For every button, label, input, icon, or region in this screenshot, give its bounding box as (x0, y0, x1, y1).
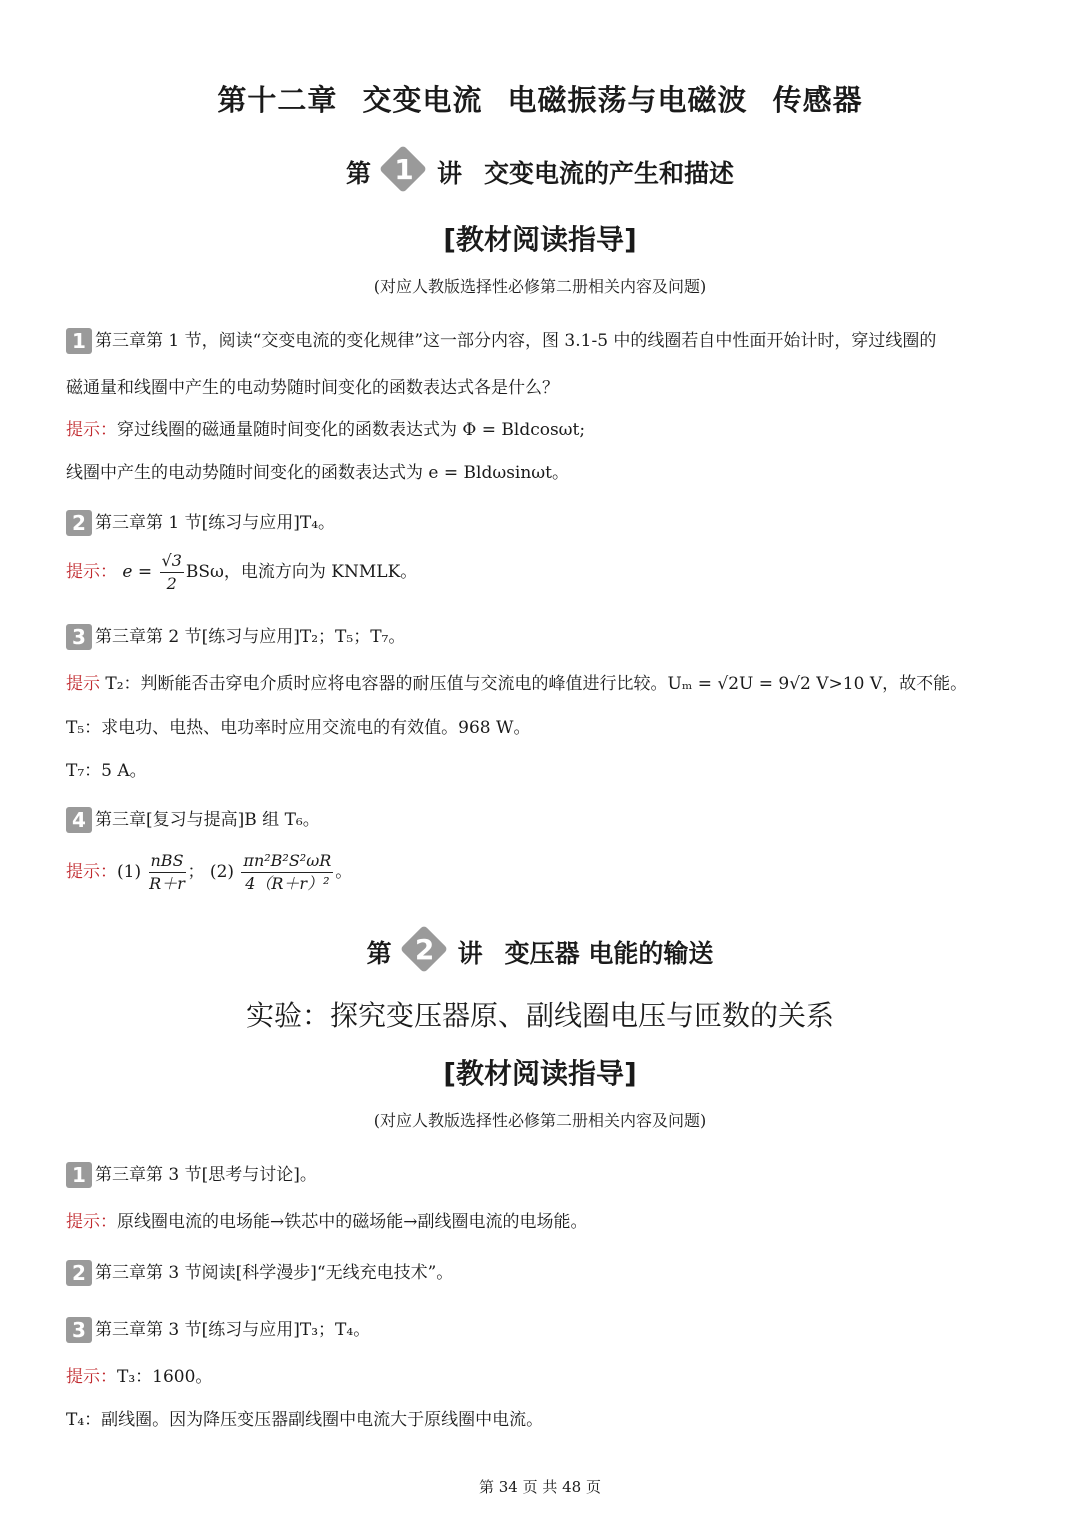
question-number-badge: 4 (66, 807, 92, 833)
lecture-prefix: 第 (366, 939, 392, 968)
guide-heading: [教材阅读指导] (443, 223, 637, 256)
lecture-1-heading (0, 148, 1080, 196)
answer-1-cont: 线圈中产生的电动势随时间变化的函数表达式为 e = Bldωsinωt。 (66, 463, 569, 483)
answer-4: 提示：(1) $\frac{\text{nBS}}{R+r}$ ； (2) $\frac{\text{πn²B²S²ωR}}{\text{4（R＋r）²}}$ 。 (66, 851, 353, 893)
hint-label: 提示： (66, 420, 117, 440)
answer-1: 提示：原线圈电流的电场能→铁芯中的磁场能→副线圈电流的电场能。 (66, 1212, 588, 1232)
answer-3-line2: T₅：求电功、电热、电功率时应用交流电的有效值。968 W。 (66, 718, 531, 738)
question-number-badge: 1 (66, 1162, 92, 1188)
question-number-badge: 1 (66, 328, 92, 354)
hint-label: 提示： (66, 1367, 117, 1387)
question-1-cont: 磁通量和线圈中产生的电动势随时间变化的函数表达式各是什么？ (66, 378, 559, 398)
hint-label: 提示： (66, 562, 117, 582)
question-1: 1 第三章第 1 节，阅读“交变电流的变化规律”这一部分内容，图 3.1-5 中的线圈若自中性面开始计时，穿过线圈的 (66, 326, 936, 354)
answer-3: 提示 T₂：判断能否击穿电介质时应将电容器的耐压值与交流电的峰值进行比较。Uₘ = √2U = 9√2 V>10 V，故不能。 (66, 674, 968, 694)
lecture-2-heading (0, 928, 1080, 976)
question-3: 3 第三章第 3 节[练习与应用]T₃；T₄。 (66, 1315, 370, 1343)
question-number-badge: 3 (66, 624, 92, 650)
question-4: 4 第三章[复习与提高]B 组 T₆。 (66, 805, 320, 833)
lecture-title: 交变电流的产生和描述 (484, 159, 735, 188)
hint-label: 提示 (66, 674, 100, 694)
fraction: $\frac{√3}{2}$ (161, 551, 182, 593)
chapter-title: 第十二章 交变电流 电磁振荡与电磁波 传感器 (217, 83, 863, 117)
lecture-suffix: 讲 (436, 159, 462, 188)
question-number-badge: 2 (66, 510, 92, 536)
answer-1: 提示：穿过线圈的磁通量随时间变化的函数表达式为 Φ = Bldcosωt; (66, 420, 586, 440)
fraction: $\frac{\text{πn²B²S²ωR}}{\text{4（R＋r）²}}$ (243, 851, 332, 893)
guide-note: (对应人教版选择性必修第二册相关内容及问题) (373, 277, 707, 296)
question-2: 2 第三章第 1 节[练习与应用]T₄。 (66, 508, 335, 536)
question-2: 2 第三章第 3 节阅读[科学漫步]“无线充电技术”。 (66, 1258, 453, 1286)
hint-label: 提示： (66, 862, 117, 882)
lecture-prefix: 第 (345, 159, 371, 188)
lecture-title: 变压器 电能的输送 (504, 939, 714, 968)
page-footer: 第 34 页 共 48 页 (478, 1478, 601, 1496)
answer-3-line2: T₄：副线圈。因为降压变压器副线圈中电流大于原线圈中电流。 (66, 1410, 544, 1430)
lecture-number-badge: 1 (377, 148, 431, 196)
fraction: $\frac{\text{nBS}}{R+r}$ (149, 851, 185, 893)
answer-2: 提示： e = $\frac{√3}{2}$ BSω，电流方向为 KNMLK。 (66, 551, 418, 593)
hint-label: 提示： (66, 1212, 117, 1232)
lecture-number-badge: 2 (398, 928, 452, 976)
guide-note: (对应人教版选择性必修第二册相关内容及问题) (373, 1111, 707, 1130)
question-number-badge: 2 (66, 1260, 92, 1286)
guide-heading: [教材阅读指导] (443, 1057, 637, 1090)
question-3: 3 第三章第 2 节[练习与应用]T₂；T₅；T₇。 (66, 622, 405, 650)
experiment-title: 实验：探究变压器原、副线圈电压与匝数的关系 (245, 999, 834, 1032)
question-number-badge: 3 (66, 1317, 92, 1343)
answer-3: 提示：T₃：1600。 (66, 1367, 213, 1387)
lecture-suffix: 讲 (457, 939, 483, 968)
question-1: 1 第三章第 3 节[思考与讨论]。 (66, 1160, 317, 1188)
answer-3-line3: T₇：5 A。 (66, 761, 147, 781)
